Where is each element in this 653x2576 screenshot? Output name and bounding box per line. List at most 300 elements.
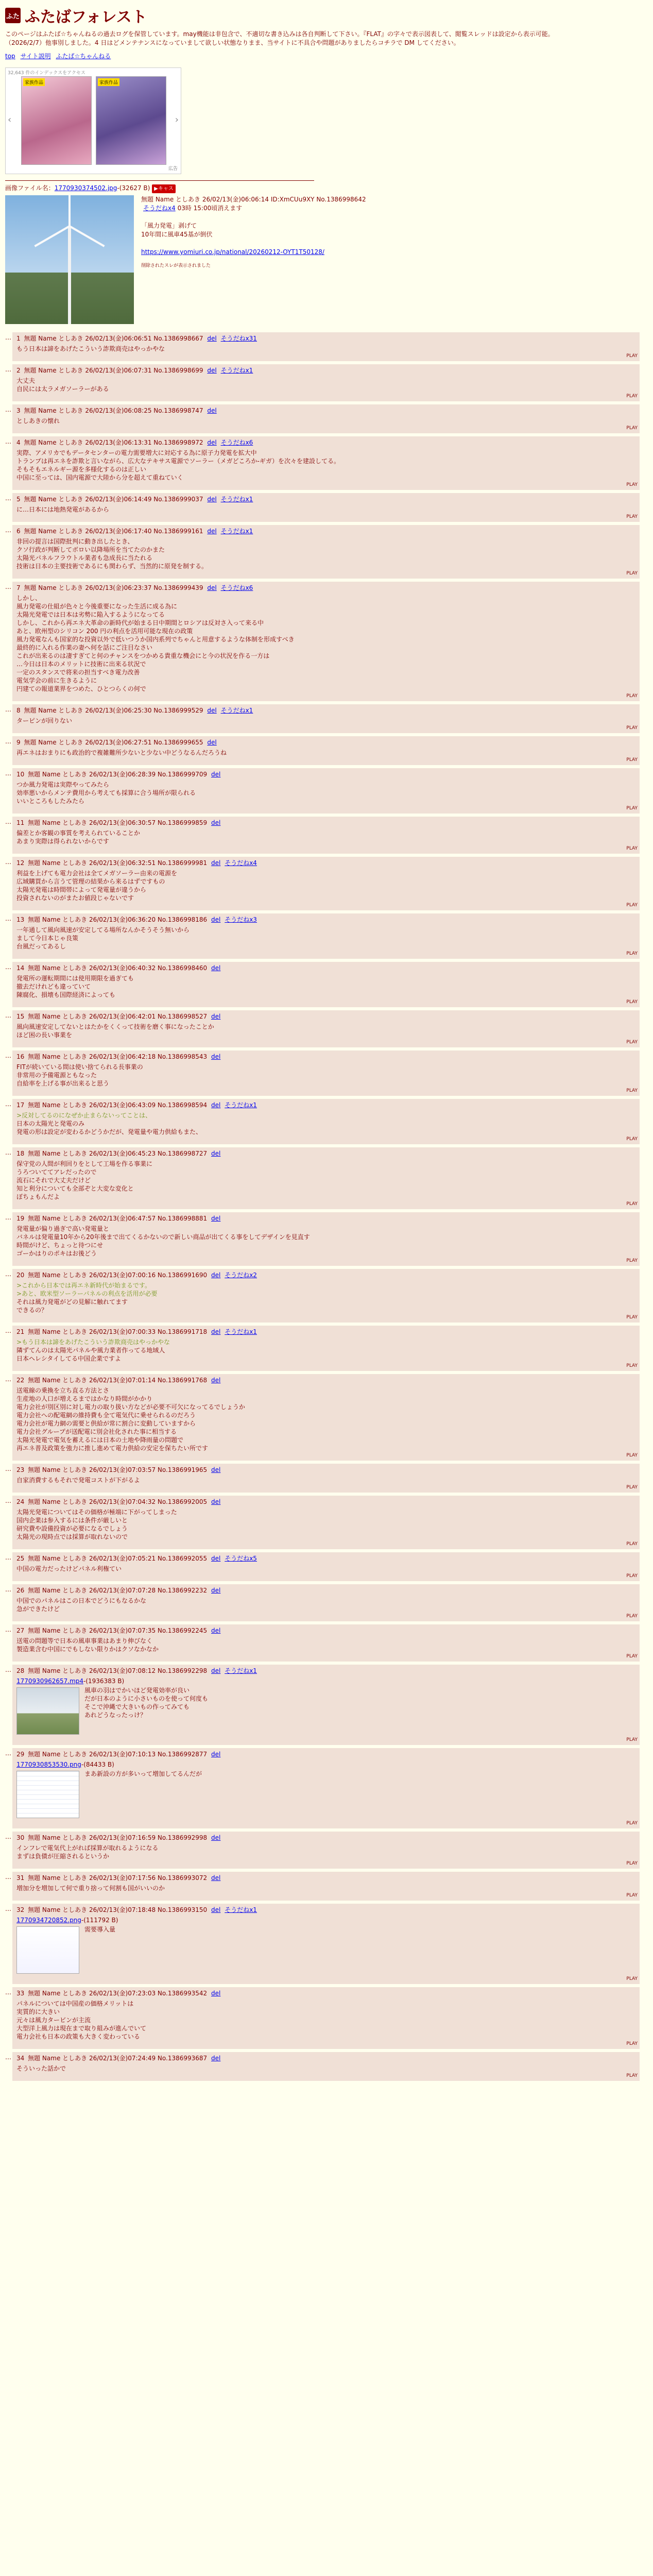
delete-link[interactable]: del <box>211 1990 221 1997</box>
reply-box <box>12 1832 640 1869</box>
reply-body-line: 電力会社への配電網の維持費も全て電気代に乗せられるのだろう <box>16 1412 196 1419</box>
reply-body <box>16 1063 637 1088</box>
reply-body-line: ぼちょもんだよ <box>16 1193 60 1200</box>
delete-link[interactable]: del <box>211 1272 221 1279</box>
reply-marker: … <box>5 1586 11 1593</box>
reply-thumbnail[interactable] <box>16 1771 79 1818</box>
sodane-button[interactable]: そうだねx4 <box>225 859 257 867</box>
reply-row <box>5 736 648 765</box>
reply-row <box>5 817 648 854</box>
sodane-button[interactable]: そうだねx1 <box>220 496 253 503</box>
reply-row <box>5 1099 648 1144</box>
play-button[interactable]: PLAY <box>626 2073 638 2078</box>
reply-number: 4 <box>16 439 21 446</box>
reply-body-line: もう日本は諦をあげたこういう詐欺商売はやっかやな <box>16 345 165 352</box>
reply-file-size: -(1936383 B) <box>83 1677 125 1685</box>
play-button[interactable]: PLAY <box>626 1614 638 1619</box>
reply-box <box>12 704 640 733</box>
sodane-button[interactable]: そうだねx1 <box>225 1906 257 1913</box>
reply-header-text: 無題 Name としあき 26/02/13(金)07:07:28 No.1386992232 <box>28 1587 208 1594</box>
op-header <box>141 195 366 204</box>
reply-marker: … <box>5 1873 11 1880</box>
reply-row <box>5 493 648 522</box>
delete-link[interactable]: del <box>211 1667 221 1674</box>
reply-header <box>16 406 637 415</box>
reply-number: 31 <box>16 1874 25 1882</box>
reply-marker: … <box>5 1052 11 1059</box>
reply-body <box>16 537 637 570</box>
reply-body-line: 日本の太陽光と発電のみ <box>16 1120 85 1127</box>
reply-header <box>16 1101 637 1109</box>
reply-row <box>5 404 648 433</box>
play-button[interactable]: PLAY <box>626 806 638 811</box>
delete-link[interactable]: del <box>211 1906 221 1913</box>
sodane-button[interactable]: そうだねx1 <box>225 1667 257 1674</box>
reply-marker: … <box>5 1833 11 1840</box>
reply-body-line: 風力発電の仕組が色々と今後重要になった生活に成る為に <box>16 603 178 610</box>
sodane-button[interactable]: そうだねx1 <box>220 707 253 714</box>
play-button[interactable]: PLAY <box>626 1976 638 1981</box>
reply-body-line: 電力会社が電力網の需要と供給が常に割合に変動していますから <box>16 1420 196 1427</box>
reply-row <box>5 332 648 361</box>
reply-box <box>12 493 640 522</box>
reply-body-line: 太陽光発電は時間帯によって発電量が違うから <box>16 886 147 893</box>
play-button[interactable]: PLAY <box>626 514 638 519</box>
reply-box <box>12 1904 640 1984</box>
play-button[interactable]: PLAY <box>626 1137 638 1142</box>
ad-thumbnail[interactable] <box>96 76 166 165</box>
reply-row <box>5 1374 648 1461</box>
delete-link[interactable]: del <box>207 407 217 414</box>
reply-row <box>5 704 648 733</box>
op-image[interactable] <box>5 195 134 324</box>
reply-header <box>16 1466 637 1474</box>
reply-body-line: 陳腐化、損壊も国際経済によっても <box>16 991 116 998</box>
reply-body-line: だが日本のように小さいものを使って何度も <box>84 1695 209 1702</box>
expire-text: 03時 15:00頃消えます <box>177 205 243 212</box>
delete-link[interactable]: del <box>207 707 217 714</box>
delete-link[interactable]: del <box>211 964 221 972</box>
reply-marker: … <box>5 1100 11 1108</box>
reply-body <box>16 974 637 999</box>
reply-body-line: >反対してるのになぜか止まらないってことは、 <box>16 1112 152 1119</box>
reply-body <box>16 1111 637 1136</box>
play-button[interactable]: PLAY <box>626 1201 638 1207</box>
delete-link[interactable]: del <box>211 1053 221 1060</box>
reply-box <box>12 1099 640 1144</box>
op-article-link[interactable]: https://www.yomiuri.co.jp/national/20260212-OYT1T50128/ <box>141 248 324 256</box>
reply-body-line: 送電の問題等で日本の風車事業はあまり伸びなく <box>16 1637 153 1645</box>
play-button[interactable]: PLAY <box>626 2041 638 2046</box>
chevron-left-icon[interactable]: ‹ <box>8 114 12 125</box>
site-logo[interactable]: ふた <box>5 8 21 23</box>
delete-link[interactable]: del <box>211 819 221 826</box>
reply-body-line: 流石にそれで大丈夫だけど <box>16 1177 91 1184</box>
reply-body-line: できるの？ <box>16 1307 48 1314</box>
reply-header-text: 無題 Name としあき 26/02/13(金)06:13:31 No.1386998972 <box>24 439 203 446</box>
reply-body-line: 広域購買から言うて管理の結果から来るはずですもの <box>16 878 165 885</box>
reply-body-line: 太陽光発電では日本は劣勢に陥入するようになってる <box>16 611 165 618</box>
reply-marker: … <box>5 1327 11 1334</box>
reply-header <box>16 1906 637 1914</box>
reply-header-text: 無題 Name としあき 26/02/13(金)07:18:48 No.1386993150 <box>28 1906 208 1913</box>
play-button[interactable]: PLAY <box>626 1485 638 1490</box>
delete-link[interactable]: del <box>211 1466 221 1473</box>
chevron-right-icon[interactable]: › <box>175 114 179 125</box>
play-button[interactable]: PLAY <box>626 1654 638 1659</box>
ad-thumbnail[interactable] <box>21 76 92 165</box>
sodane-button[interactable]: そうだねx1 <box>225 1328 257 1335</box>
reply-body-line: いいところもしたみたら <box>16 798 85 805</box>
reply-box <box>12 525 640 579</box>
reply-header-text: 無題 Name としあき 26/02/13(金)07:24:49 No.1386993687 <box>28 2055 208 2062</box>
play-button[interactable]: PLAY <box>626 693 638 699</box>
reply-body <box>16 1386 637 1452</box>
reply-header-text: 無題 Name としあき 26/02/13(金)07:05:21 No.1386992055 <box>28 1555 208 1562</box>
play-button[interactable]: PLAY <box>626 757 638 762</box>
play-button[interactable]: PLAY <box>626 846 638 851</box>
reply-header <box>16 1626 637 1635</box>
delete-link[interactable]: del <box>207 739 217 746</box>
reply-marker: … <box>5 915 11 922</box>
reply-header <box>16 584 637 592</box>
reply-row <box>5 582 648 701</box>
reply-row <box>5 436 648 490</box>
reply-body <box>16 1637 637 1653</box>
reply-marker: … <box>5 2054 11 2061</box>
play-button[interactable]: PLAY <box>626 571 638 576</box>
reply-body-line: 製造業含む中国にでもしない限りかはクソなかなか <box>16 1646 159 1653</box>
sodane-button[interactable]: そうだねx5 <box>225 1555 257 1562</box>
reply-body-line: これが出来るのは凄すぎてと何のチャンスをつかめる貴重な機会にと今の状況を作る一方は <box>16 652 270 659</box>
reply-row <box>5 1904 648 1984</box>
delete-link[interactable]: del <box>211 859 221 867</box>
reply-header-text: 無題 Name としあき 26/02/13(金)07:00:16 No.1386991690 <box>28 1272 208 1279</box>
reply-body-line: 中国に至っては、国内電源で大陸から分を超えて重ねていく <box>16 474 183 481</box>
reply-body-line: 風向風速安定してないとはたかをくくって技術を磨く事になったことか <box>16 1023 214 1030</box>
delete-link[interactable]: del <box>211 1587 221 1594</box>
reply-body <box>84 1770 202 1820</box>
play-button[interactable]: PLAY <box>626 1573 638 1579</box>
reply-box <box>12 1872 640 1901</box>
reply-body-line: トランプは再エネを詐欺と言いながら、広大なテキサス電源でソーラー（メガどころか-ギガ）を次々を建設してる。 <box>16 457 340 465</box>
reply-header-text: 無題 Name としあき 26/02/13(金)07:01:14 No.1386991768 <box>28 1377 208 1384</box>
reply-body-line: 急ができたけど <box>16 1605 60 1613</box>
play-button[interactable]: PLAY <box>626 426 638 431</box>
play-button[interactable]: PLAY <box>626 1453 638 1458</box>
reply-body-line: 大型洋上風力は現在まで取り組みが進んでいて <box>16 2025 147 2032</box>
sodane-button[interactable]: そうだねx6 <box>220 439 253 446</box>
delete-link[interactable]: del <box>207 496 217 503</box>
reply-header <box>16 1586 637 1595</box>
reply-row <box>5 913 648 959</box>
reply-file-link[interactable]: 1770930853530.png <box>16 1761 81 1768</box>
reply-marker: … <box>5 770 11 777</box>
reply-box <box>12 436 640 490</box>
delete-link[interactable]: del <box>211 771 221 778</box>
op-file-link[interactable]: 1770930374502.jpg <box>54 184 117 192</box>
reply-marker: … <box>5 963 11 971</box>
reply-body-line: まずは負債が圧縮されるというか <box>16 1853 110 1860</box>
play-button[interactable]: PLAY <box>626 999 638 1005</box>
reply-number: 21 <box>16 1328 25 1335</box>
reply-body-line: ほど困の長い事業を <box>16 1031 73 1039</box>
reply-header-text: 無題 Name としあき 26/02/13(金)06:25:30 No.1386999529 <box>24 707 203 714</box>
reply-body <box>16 1281 637 1314</box>
reply-row <box>5 1147 648 1209</box>
reply-body-line: 再エネはおまりにも政治的で複雑難所少ないと少ない中どうなるんだろうね <box>16 749 227 756</box>
reply-file-line <box>16 1760 637 1769</box>
sodane-button[interactable]: そうだねx1 <box>220 367 253 374</box>
site-title[interactable]: ふたばフォレスト <box>25 8 147 26</box>
delete-link[interactable]: del <box>207 439 217 446</box>
reply-body-line: バネルは発電量10年から20年後まで出てくるかないので新しい商品が出てくる事をしてデザインを見直す <box>16 1233 310 1241</box>
reply-header-text: 無題 Name としあき 26/02/13(金)06:47:57 No.1386998881 <box>28 1215 208 1222</box>
reply-body <box>16 345 637 353</box>
reply-body-line: 増加分を増加して何で重り捨って何割も国がいいのか <box>16 1885 165 1892</box>
play-button[interactable]: PLAY <box>626 1363 638 1368</box>
reply-body-line: 非回の提言は国際批判に動き出したとき、 <box>16 538 134 545</box>
reply-body-line: に…日本には地熱発電があるから <box>16 506 110 513</box>
delete-link[interactable]: del <box>211 1328 221 1335</box>
reply-number: 16 <box>16 1053 25 1060</box>
reply-body-line: パネルについては中国産の価格メリットは <box>16 2000 134 2007</box>
reply-body <box>16 594 637 693</box>
reply-box <box>12 1212 640 1266</box>
reply-file-size: -(111792 B) <box>81 1917 118 1924</box>
ad-tag: 家族作品 <box>23 78 45 86</box>
play-button[interactable]: PLAY <box>626 1893 638 1898</box>
reply-marker: … <box>5 527 11 534</box>
reply-body-line: 自民には太ラメガソーラーがある <box>16 385 109 393</box>
reply-number: 17 <box>16 1101 25 1109</box>
reply-header-text: 無題 Name としあき 26/02/13(金)06:30:57 No.1386999859 <box>28 819 208 826</box>
reply-body-line: それは風力発電がどの見解に触れてます <box>16 1298 128 1306</box>
play-button[interactable]: PLAY <box>626 1040 638 1045</box>
link-top[interactable]: top <box>5 53 15 60</box>
reply-number: 2 <box>16 367 21 374</box>
sodane-button[interactable]: そうだねx31 <box>220 335 257 342</box>
reply-body <box>16 377 637 393</box>
reply-body-line: 太陽光発電で電気を蓄えるには日本の土地や降雨量の問題で <box>16 1436 184 1444</box>
delete-link[interactable]: del <box>211 1150 221 1157</box>
ad-banner[interactable] <box>5 67 181 174</box>
delete-link[interactable]: del <box>211 1555 221 1562</box>
reply-body-line: 自給率を上げる事が出来ると思う <box>16 1080 110 1087</box>
op-badge[interactable]: ▶キャス <box>152 184 176 193</box>
sodane-button[interactable]: そうだねx6 <box>220 584 253 591</box>
op-body-line: 10年間に風車45基が倒伏 <box>141 231 213 238</box>
reply-body-line: 偏差とか客観の事質を考えられていることか <box>16 829 141 837</box>
reply-body-line: あまり実際は得られないからです <box>16 838 109 845</box>
reply-body-line: 日本ヘレシタイしてる中国企業ですよ <box>16 1355 121 1362</box>
reply-header <box>16 1667 637 1675</box>
reply-box <box>12 2052 640 2081</box>
reply-header <box>16 1750 637 1758</box>
reply-thumbnail[interactable] <box>16 1926 79 1974</box>
reply-body-line: 電力会社も日本の政策も大きく変わっている <box>16 2033 140 2040</box>
sodane-button[interactable]: そうだねx4 <box>143 205 176 212</box>
reply-header-text: 無題 Name としあき 26/02/13(金)06:45:23 No.1386998727 <box>28 1150 208 1157</box>
play-button[interactable]: PLAY <box>626 1258 638 1263</box>
reply-box <box>12 913 640 959</box>
reply-header <box>16 770 637 778</box>
reply-marker: … <box>5 1905 11 1912</box>
delete-link[interactable]: del <box>211 1751 221 1758</box>
delete-link[interactable]: del <box>211 1834 221 1841</box>
divider <box>5 180 314 181</box>
reply-body-line: あれどうなったっけ？ <box>84 1711 147 1719</box>
reply-body <box>16 869 637 902</box>
reply-body-line: ゴーかはりのポキはお後どう <box>16 1250 97 1257</box>
sodane-button[interactable]: そうだねx1 <box>225 1101 257 1109</box>
reply-header-text: 無題 Name としあき 26/02/13(金)07:17:56 No.1386993072 <box>28 1874 208 1882</box>
delete-link[interactable]: del <box>211 2055 221 2062</box>
reply-row <box>5 857 648 910</box>
reply-header-text: 無題 Name としあき 26/02/13(金)07:10:13 No.1386992877 <box>28 1751 208 1758</box>
reply-number: 25 <box>16 1555 25 1562</box>
reply-body-line: 大丈夫 <box>16 377 36 384</box>
reply-marker: … <box>5 858 11 866</box>
sodane-button[interactable]: そうだねx2 <box>225 1272 257 1279</box>
play-button[interactable]: PLAY <box>626 353 638 359</box>
reply-marker: … <box>5 1750 11 1757</box>
reply-row <box>5 1872 648 1901</box>
reply-header-text: 無題 Name としあき 26/02/13(金)06:42:01 No.1386998527 <box>28 1013 208 1020</box>
play-button[interactable]: PLAY <box>626 482 638 487</box>
delete-link[interactable]: del <box>211 1013 221 1020</box>
reply-marker: … <box>5 334 11 341</box>
site-intro <box>5 30 648 47</box>
op-note: 削除されたスレが表示されました <box>141 263 211 268</box>
reply-file-size: -(84433 B) <box>81 1761 114 1768</box>
reply-number: 15 <box>16 1013 25 1020</box>
reply-number: 14 <box>16 964 25 972</box>
reply-body-line: 元々は風力タービンが主流 <box>16 2016 91 2024</box>
op-body-line: 「風力発電」剥げて <box>141 222 197 229</box>
site-header <box>5 4 648 27</box>
delete-link[interactable]: del <box>211 1498 221 1505</box>
reply-row <box>5 2052 648 2081</box>
reply-body-line: 円建ての報道業界をつめた、ひとつらくの何で <box>16 685 146 692</box>
reply-header <box>16 1149 637 1158</box>
delete-link[interactable]: del <box>211 1377 221 1384</box>
delete-link[interactable]: del <box>207 528 217 535</box>
reply-box <box>12 857 640 910</box>
reply-marker: … <box>5 818 11 825</box>
reply-file-line <box>16 1916 637 1924</box>
reply-header <box>16 964 637 972</box>
delete-link[interactable]: del <box>211 1215 221 1222</box>
reply-body-line: 時間がけど、ちょっと待つにせ <box>16 1242 104 1249</box>
reply-header <box>16 1271 637 1279</box>
delete-link[interactable]: del <box>207 584 217 591</box>
reply-header <box>16 1498 637 1506</box>
reply-header <box>16 819 637 827</box>
reply-number: 33 <box>16 1990 25 1997</box>
play-button[interactable]: PLAY <box>626 951 638 956</box>
play-button[interactable]: PLAY <box>626 1861 638 1866</box>
reply-box <box>12 1010 640 1047</box>
link-futaba[interactable]: ふたば☆ちゃんねる <box>56 53 111 60</box>
reply-number: 22 <box>16 1377 25 1384</box>
reply-box <box>12 1496 640 1549</box>
reply-header <box>16 738 637 747</box>
reply-thumbnail[interactable] <box>16 1687 79 1735</box>
ad-note: 広告 <box>168 166 178 172</box>
reply-box <box>12 364 640 401</box>
delete-link[interactable]: del <box>207 335 217 342</box>
reply-header-text: 無題 Name としあき 26/02/13(金)06:36:20 No.1386998186 <box>28 916 208 923</box>
delete-link[interactable]: del <box>211 916 221 923</box>
delete-link[interactable]: del <box>211 1874 221 1882</box>
play-button[interactable]: PLAY <box>626 725 638 731</box>
reply-body-line: 技術は日本の主要技術であるにも関わらず、当然的に原発を制する。 <box>16 563 208 570</box>
reply-header-text: 無題 Name としあき 26/02/13(金)06:17:40 No.1386999161 <box>24 528 203 535</box>
reply-header <box>16 334 637 343</box>
reply-body-line: 自家消費するもそれで発電コストが下がるよ <box>16 1477 141 1484</box>
delete-link[interactable]: del <box>211 1627 221 1634</box>
delete-link[interactable]: del <box>207 367 217 374</box>
op-file-line <box>5 184 648 193</box>
reply-body <box>16 717 637 725</box>
reply-list <box>5 332 648 2081</box>
reply-body <box>16 781 637 805</box>
play-button[interactable]: PLAY <box>626 903 638 908</box>
reply-header <box>16 366 637 375</box>
reply-body-line: 隣ずてんのは太陽光パネルや風力業者作ってる地域人 <box>16 1347 165 1354</box>
delete-link[interactable]: del <box>211 1101 221 1109</box>
reply-box <box>12 1584 640 1621</box>
sodane-button[interactable]: そうだねx1 <box>220 528 253 535</box>
reply-box <box>12 1374 640 1461</box>
reply-header-text: 無題 Name としあき 26/02/13(金)06:27:51 No.1386999655 <box>24 739 203 746</box>
reply-header <box>16 1554 637 1563</box>
reply-box <box>12 1552 640 1581</box>
reply-file-link[interactable]: 1770930962657.mp4 <box>16 1677 84 1685</box>
reply-body-line: 実質的に大きい <box>16 2008 60 2015</box>
reply-body-line: 需要導入量 <box>84 1926 116 1933</box>
reply-marker: … <box>5 1626 11 1633</box>
reply-body <box>16 417 637 425</box>
reply-row <box>5 1552 648 1581</box>
reply-row <box>5 1624 648 1662</box>
reply-body <box>16 1225 637 1258</box>
play-button[interactable]: PLAY <box>626 1088 638 1093</box>
op-text <box>141 195 366 324</box>
sodane-button[interactable]: そうだねx3 <box>225 916 257 923</box>
reply-header <box>16 916 637 924</box>
reply-box <box>12 768 640 814</box>
link-about[interactable]: サイト説明 <box>20 53 51 60</box>
reply-body <box>16 829 637 845</box>
play-button[interactable]: PLAY <box>626 1315 638 1320</box>
reply-box <box>12 1624 640 1662</box>
reply-body <box>16 1565 637 1573</box>
reply-header <box>16 1376 637 1384</box>
play-button[interactable]: PLAY <box>626 1541 638 1547</box>
play-button[interactable]: PLAY <box>626 1821 638 1826</box>
reply-file-link[interactable]: 1770934720852.png <box>16 1917 81 1924</box>
play-button[interactable]: PLAY <box>626 394 638 399</box>
reply-body <box>84 1686 208 1737</box>
play-button[interactable]: PLAY <box>626 1737 638 1742</box>
reply-body-line: そもそもエネルギー源を多様化するのは正しい <box>16 466 147 473</box>
reply-body <box>16 1023 637 1039</box>
reply-body-line: 生産地の人口が増えるまではかなり時間がかかり <box>16 1395 153 1402</box>
reply-body <box>16 749 637 757</box>
intro-line: このページはふたば☆ちゃんねるの過去ログを保管しています。may機能は非包含で、不適切な書き込みは各自判断して下さい。『FLAT』の字々で表示図表して、閲覧スレッドは設定から表示可能。 <box>5 30 554 38</box>
